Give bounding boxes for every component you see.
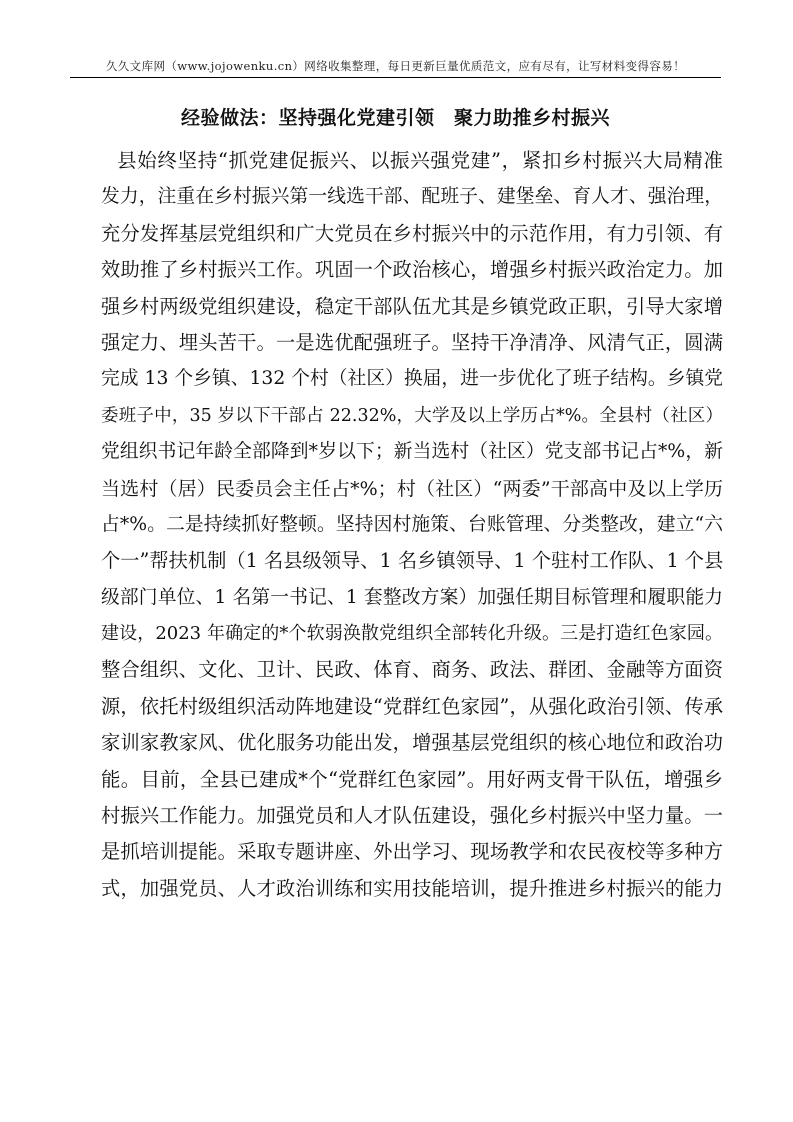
paragraph-line: 占*%。二是持续抓好整顿。坚持因村施策、台账管理、分类整改，建立“六 [101, 513, 723, 535]
header-divider [70, 77, 721, 78]
paragraph-line: 县始终坚持“抓党建促振兴、以振兴强党建”，紧扣乡村振兴大局精准 [117, 149, 723, 172]
paragraph-line: 完成 13 个乡镇、132 个村（社区）换届，进一步优化了班子结构。乡镇党 [101, 368, 723, 390]
paragraph-line: 个一”帮扶机制（1 名县级领导、1 名乡镇领导、1 个驻村工作队、1 个县 [101, 549, 724, 573]
paragraph-line: 家训家教家风、优化服务功能出发，增强基层党组织的核心地位和政治功 [101, 731, 723, 755]
header-note: 久久文库网（www.jojowenku.cn）网络收集整理，每日更新巨量优质范文，应有尽有，让写材料变得容易！ [105, 59, 686, 73]
paragraph-line: 村振兴工作能力。加强党员和人才队伍建设，强化乡村振兴中坚力量。一 [101, 804, 723, 828]
paragraph-line: 当选村（居）民委员会主任占*%；村（社区）“两委”干部高中及以上学历 [101, 477, 723, 500]
paragraph-line: 党组织书记年龄全部降到*岁以下；新当选村（社区）党支部书记占*%，新 [101, 441, 723, 463]
paragraph-line: 是抓培训提能。采取专题讲座、外出学习、现场教学和农民夜校等多种方 [101, 840, 723, 864]
paragraph-line: 能。目前，全县已建成*个“党群红色家园”。用好两支骨干队伍，增强乡 [101, 767, 723, 791]
paragraph-line: 源，依托村级组织活动阵地建设“党群红色家园”，从强化政治引领、传承 [101, 694, 723, 718]
paragraph-line: 充分发挥基层党组织和广大党员在乡村振兴中的示范作用，有力引领、有 [101, 221, 723, 245]
paragraph-line: 强乡村两级党组织建设，稳定干部队伍尤其是乡镇党政正职，引导大家增 [101, 294, 723, 318]
body-paragraph [101, 143, 723, 907]
paragraph-line: 整合组织、文化、卫计、民政、体育、商务、政法、群团、金融等方面资 [101, 658, 723, 682]
paragraph-line: 建设，2023 年确定的*个软弱涣散党组织全部转化升级。三是打造红色家园。 [101, 623, 723, 645]
paragraph-line: 级部门单位、1 名第一书记、1 套整改方案）加强任期目标管理和履职能力 [101, 586, 723, 608]
paragraph-line: 强定力、埋头苦干。一是选优配强班子。坚持干净清净、风清气正，圆满 [101, 330, 723, 354]
document-title: 经验做法：坚持强化党建引领 聚力助推乡村振兴 [180, 107, 610, 129]
paragraph-line: 式，加强党员、人才政治训练和实用技能培训，提升推进乡村振兴的能力 [101, 876, 723, 900]
paragraph-line: 发力，注重在乡村振兴第一线选干部、配班子、建堡垒、育人才、强治理， [101, 186, 723, 208]
paragraph-line: 委班子中，35 岁以下干部占 22.32%，大学及以上学历占*%。全县村（社区） [101, 405, 723, 426]
paragraph-line: 效助推了乡村振兴工作。巩固一个政治核心，增强乡村振兴政治定力。加 [101, 258, 723, 282]
